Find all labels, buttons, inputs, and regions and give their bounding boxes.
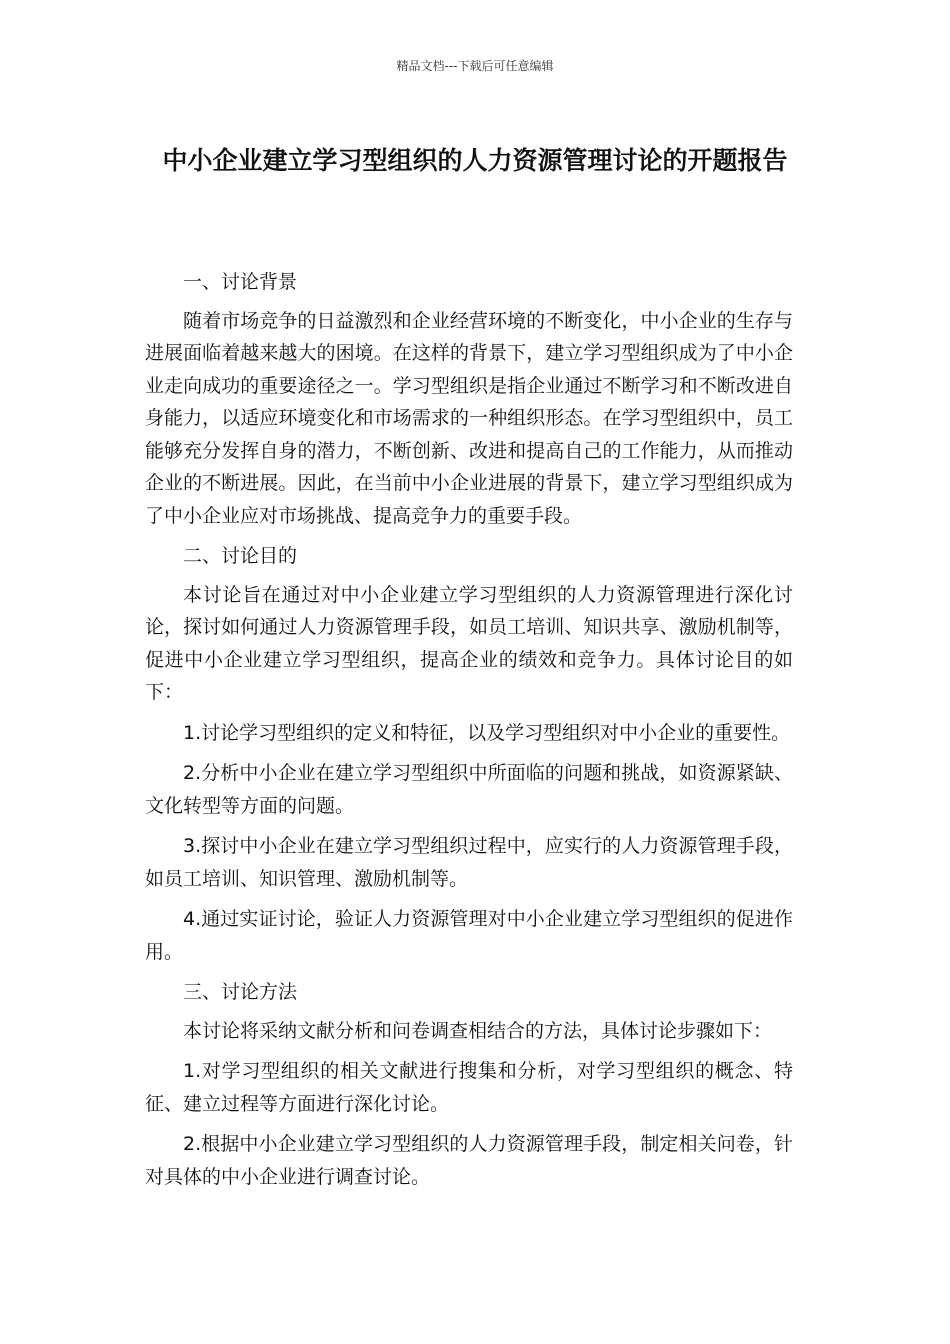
paragraph-method-intro: 本讨论将采纳文献分析和问卷调查相结合的方法，具体讨论步骤如下： bbox=[183, 1019, 773, 1042]
list-item-purpose-2: 2.分析中小企业在建立学习型组织中所面临的问题和挑战，如资源紧缺、文化转型等方面的问题。 bbox=[145, 762, 793, 817]
paragraph-background: 随着市场竞争的日益激烈和企业经营环境的不断变化，中小企业的生存与进展面临着越来越大的困境。在这样的背景下，建立学习型组织成为了中小企业走向成功的重要途径之一。学习型组织是指企业通过不断学习和不断改进自身能力，以适应环境变化和市场需求的一种组织形态。在学习型组织中，员工能够充分发挥自身的潜力，不断创新、改进和提高自己的工作能力，从而推动企业的不断进展。因此，在当前中小企业进展的背景下，建立学习型组织成为了中小企业应对市场挑战、提高竞争力的重要手段。 bbox=[145, 309, 793, 527]
list-item-method-2: 2.根据中小企业建立学习型组织的人力资源管理手段，制定相关问卷，针对具体的中小企业进行调查讨论。 bbox=[145, 1133, 793, 1188]
paragraph-purpose-intro: 本讨论旨在通过对中小企业建立学习型组织的人力资源管理进行深化讨论，探讨如何通过人力资源管理手段，如员工培训、知识共享、激励机制等，促进中小企业建立学习型组织，提高企业的绩效和竞争力。具体讨论目的如下： bbox=[145, 583, 793, 703]
section-heading-purpose: 二、讨论目的 bbox=[183, 545, 298, 567]
document-title: 中小企业建立学习型组织的人力资源管理讨论的开题报告 bbox=[162, 146, 788, 175]
list-item-purpose-3: 3.探讨中小企业在建立学习型组织过程中，应实行的人力资源管理手段，如员工培训、知识管理、激励机制等。 bbox=[145, 835, 793, 890]
list-item-purpose-1: 1.讨论学习型组织的定义和特征，以及学习型组织对中小企业的重要性。 bbox=[183, 721, 791, 744]
section-heading-method: 三、讨论方法 bbox=[183, 981, 298, 1003]
document-body bbox=[145, 266, 793, 1201]
section-heading-background: 一、讨论背景 bbox=[183, 271, 298, 293]
list-item-purpose-4: 4.通过实证讨论，验证人力资源管理对中小企业建立学习型组织的促进作用。 bbox=[145, 908, 793, 963]
list-item-method-1: 1.对学习型组织的相关文献进行搜集和分析，对学习型组织的概念、特征、建立过程等方面进行深化讨论。 bbox=[145, 1060, 793, 1115]
page-header-note: 精品文档---下载后可任意编辑 bbox=[396, 59, 554, 73]
